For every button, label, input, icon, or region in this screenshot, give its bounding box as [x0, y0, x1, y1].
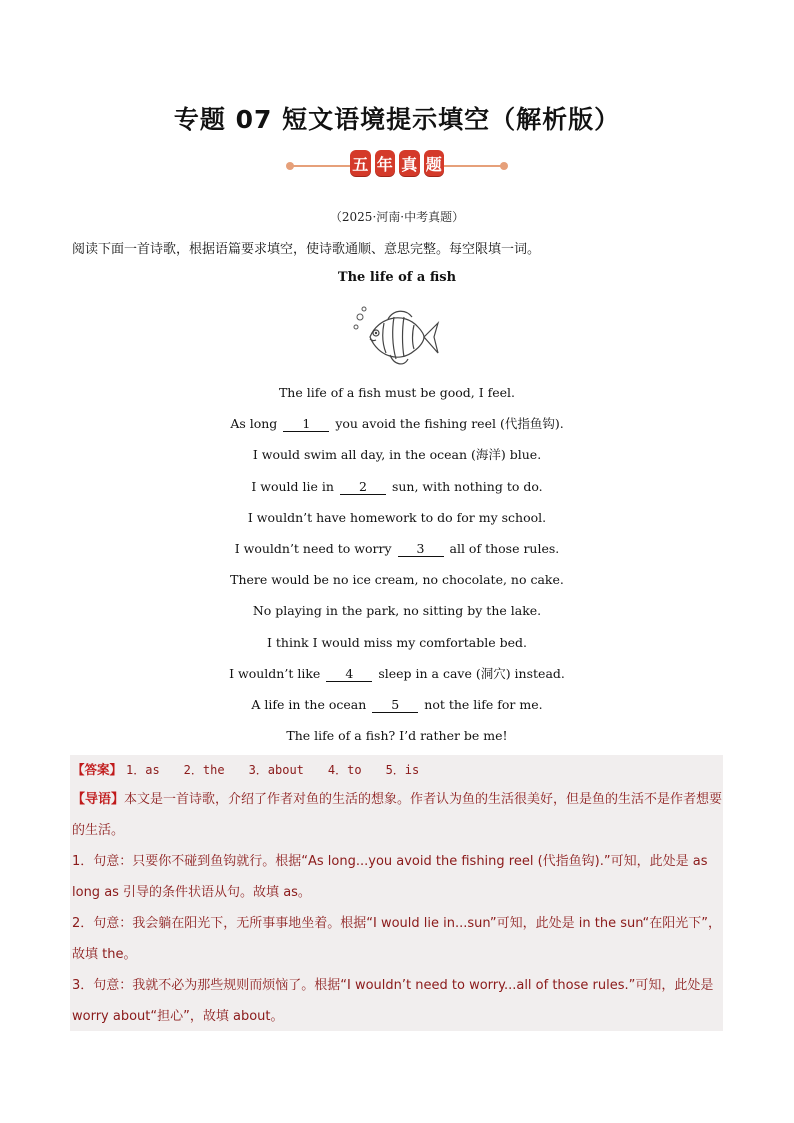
poem-title: The life of a fish: [337, 270, 457, 285]
guide-label: 【导语】: [72, 792, 125, 807]
instruction-text: 阅读下面一首诗歌，根据语篇要求填空，使诗歌通顺、意思完整。每空限填一词。: [72, 242, 541, 257]
blank-1: 1: [283, 417, 329, 432]
decor-dot-right: [500, 162, 508, 170]
decor-line-right: [444, 165, 504, 167]
poem-line: I wouldn’t like 4 sleep in a cave (洞穴) instead.: [229, 665, 565, 681]
answer-item: 1．as: [126, 763, 160, 777]
fish-illustration: [352, 305, 440, 369]
decor-dot-left: [286, 162, 294, 170]
blank-5: 5: [372, 698, 418, 713]
poem-line: As long 1 you avoid the fishing reel (代指鱼钩).: [230, 416, 564, 432]
five-year-exam-badge: [0, 146, 794, 186]
page-title: 专题 07 短文语境提示填空（解析版）: [173, 105, 621, 134]
poem-line: I wouldn’t need to worry 3 all of those rules.: [234, 540, 560, 556]
poem-line: I would swim all day, in the ocean (海洋) blue.: [252, 447, 542, 463]
explanation-2: 2．句意：我会躺在阳光下，无所事事地坐着。根据“I would lie in...sun”可知，此处是 in the sun“在阳光下”，故填 the。: [72, 916, 722, 962]
blank-4: 4: [326, 667, 372, 682]
decor-line-left: [290, 165, 350, 167]
explanation-3: 3．句意：我就不必为那些规则而烦恼了。根据“I wouldn’t need to worry...all of those rules.”可知，此处是 worry about“担心”，故填 about。: [72, 978, 714, 1024]
answer-item: 4．to: [327, 763, 362, 777]
poem-line: No playing in the park, no sitting by the lake.: [252, 603, 542, 619]
badge-char: 题: [424, 150, 445, 176]
guide-text: 本文是一首诗歌，介绍了作者对鱼的生活的想象。作者认为鱼的生活很美好，但是鱼的生活不是作者想要的生活。: [72, 792, 723, 838]
answer-item: 5．is: [385, 763, 420, 777]
guide-paragraph: [72, 784, 724, 846]
poem-line: A life in the ocean 5 not the life for me.: [251, 696, 543, 712]
answer-item: 3．about: [248, 763, 304, 777]
explanation-1: 1．句意：只要你不碰到鱼钩就行。根据“As long...you avoid the fishing reel (代指鱼钩).”可知，此处是 as long as 引导的条件状语从句。故填 as。: [72, 854, 708, 900]
poem-line: There would be no ice cream, no chocolate, no cake.: [230, 572, 564, 588]
blank-3: 3: [398, 542, 444, 557]
poem-line: The life of a fish? I’d rather be me!: [286, 728, 508, 744]
badge-chars: [350, 150, 444, 180]
poem-line: I would lie in 2 sun, with nothing to do.: [251, 478, 543, 494]
answer-label: 【答案】: [72, 762, 123, 777]
answer-line: [72, 760, 439, 778]
poem-line: I think I would miss my comfortable bed.: [266, 634, 527, 650]
badge-char: 年: [375, 150, 396, 176]
blank-2: 2: [340, 480, 386, 495]
poem-body: [0, 384, 794, 758]
badge-char: 真: [399, 150, 420, 176]
poem-line: The life of a fish must be good, I feel.: [278, 385, 516, 400]
exam-source: （2025·河南·中考真题）: [329, 210, 465, 224]
badge-char: 五: [350, 150, 371, 176]
answer-item: 2．the: [183, 763, 225, 777]
poem-line: I wouldn’t have homework to do for my school.: [247, 509, 547, 525]
